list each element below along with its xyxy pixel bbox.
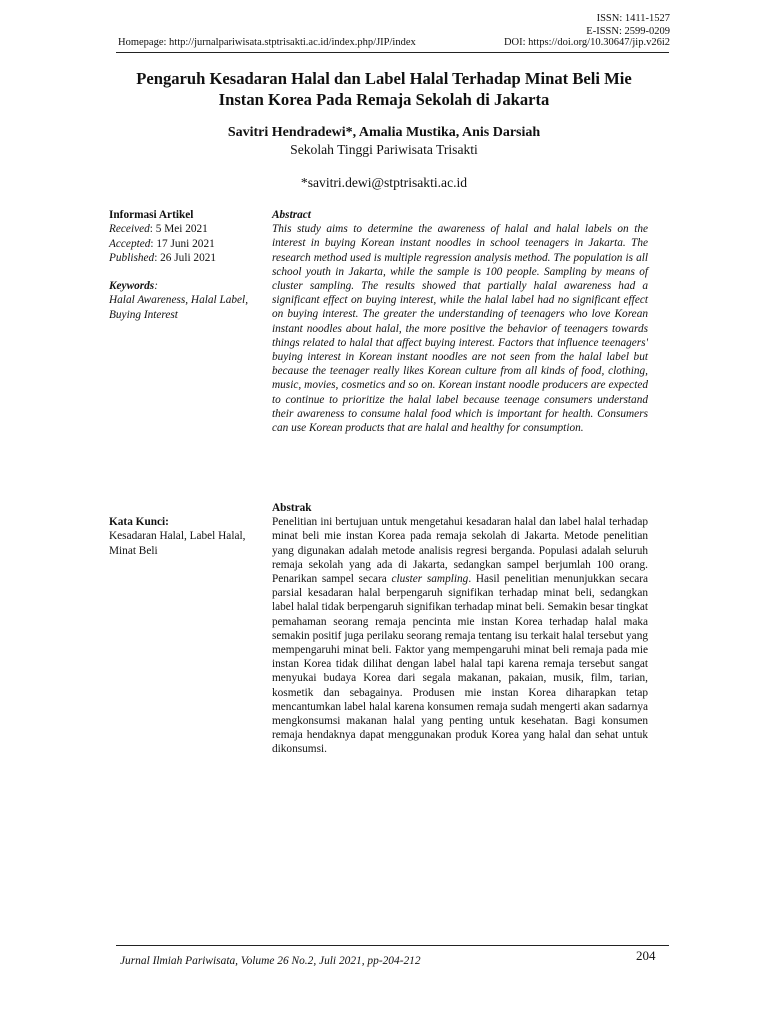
article-title [100, 68, 668, 110]
published-label: Published [109, 251, 155, 264]
keywords-block [109, 279, 259, 322]
affiliation: Sekolah Tinggi Pariwisata Trisakti [290, 142, 478, 157]
doi-link[interactable]: DOI: https://doi.org/10.30647/jip.v26i2 [503, 37, 670, 48]
accepted-value: : 17 Juni 2021 [150, 237, 215, 250]
abstrak-text-part-1: Penelitian ini bertujuan untuk mengetahui kesadaran halal dan label halal terhadap minat beli mie instan Korea pada remaja sekolah di Jakarta. Metode penelitian yang digunakan adalah metode analisis regresi berganda. Populasi adalah seluruh remaja sekolah yang ada di Jakarta, sedangkan sampel berjumlah 100 orang. Penarikan sampel secara [272, 516, 648, 586]
received-value: : 5 Mei 2021 [149, 223, 208, 236]
journal-citation: Jurnal Ilmiah Pariwisata, Volume 26 No.2, Juli 2021, pp-204-212 [120, 955, 421, 967]
kata-kunci-block [109, 515, 259, 558]
kata-kunci-value: Kesadaran Halal, Label Halal, Minat Beli [109, 530, 246, 557]
published-value: : 26 Juli 2021 [154, 251, 217, 264]
abstrak-text-italic: cluster sampling [391, 573, 469, 586]
eissn: E-ISSN: 2599-0209 [586, 26, 670, 37]
keywords-value: Halal Awareness, Halal Label, Buying Interest [109, 294, 249, 321]
authors: Savitri Hendradewi*, Amalia Mustika, Anis Darsiah [227, 125, 541, 140]
homepage-link[interactable]: Homepage: http://jurnalpariwisata.stptrisakti.ac.id/index.php/JIP/index [118, 37, 416, 48]
footer-rule [116, 945, 669, 946]
abstrak-text-part-2: . Hasil penelitian menunjukkan secara parsial kesadaran halal berpengaruh signifikan terhadap minat beli, sedangkan label halal tidak berpengaruh signifikan terhadap minat beli. Semakin besar tingkat pemahaman seorang remaja pencinta mie instan Korea terhadap halal maka semakin positif juga perilaku seorang remaja tentang isu terkait halal tersebut yang mempengaruhi minat beli. Faktor yang mempengaruhi minat beli remaja pada mie instan Korea tidak dilihat dengan label halal tapi karena remaja tersebut sangat menyukai budaya Korea dari segala makanan, pakaian, musik, film, tarian, kosmetik dan sebagainya. Produsen mie instan Korea diharapkan tetap mencantumkan label halal karena konsumen remaja sudah mengerti akan sadarnya mengkonsumsi makanan halal yang penting untuk kesehatan. Bagi konsumen remaja hendaknya dapat menggunakan produk Korea yang halal dan sehat untuk dikonsumsi. [272, 573, 649, 756]
header-rule [116, 52, 669, 53]
published-date [109, 251, 259, 265]
abstract-text: This study aims to determine the awareness of halal and halal labels on the interest in buying Korean instant noodles in school teenagers in Jakarta. The research method used is multiple regression analysis method. The population is all school youth in Jakarta, while the sample is 100 people. Sampling by means of cluster sampling. The results showed that partially halal awareness had a significant effect on buying interest, while the halal label had no significant effect on buying interest. The greater the understanding of teenagers who love Korean instant noodles about halal, the more positive the behavior of teenagers towards things related to halal that affect buying interest. Factors that influence teenagers' buying interest in Korean instant noodles are not seen from the halal label but because the teenager really likes Korean culture from all kinds of food, clothing, music, movies, cosmetics and so on. Korean instant noodle producers are expected to continue to prioritize the halal label because teenage consumers understand their awareness to consume halal food which is important for health. Consumers can use Korean products that are halal and healthy for consumption. [272, 223, 648, 435]
abstrak-heading: Abstrak [272, 502, 312, 514]
keywords-colon: : [154, 280, 158, 292]
received-label: Received [109, 223, 150, 236]
title-line-2: Instan Korea Pada Remaja Sekolah di Jakarta [218, 90, 550, 109]
abstrak-text [272, 515, 648, 756]
kata-kunci-label: Kata Kunci: [109, 516, 169, 528]
accepted-label: Accepted [109, 237, 151, 250]
abstract-heading: Abstract [272, 209, 311, 221]
keywords-heading [109, 279, 259, 293]
title-line-1: Pengaruh Kesadaran Halal dan Label Halal Terhadap Minat Beli Mie [136, 69, 632, 88]
article-info [109, 208, 259, 265]
info-heading: Informasi Artikel [109, 209, 194, 221]
issn: ISSN: 1411-1527 [596, 13, 670, 24]
abstrak-indonesian [272, 501, 648, 757]
accepted-date [109, 237, 259, 251]
page-number: 204 [636, 948, 656, 963]
keywords-label: Keywords [109, 280, 155, 292]
abstract-english [272, 208, 648, 435]
received-date [109, 222, 259, 236]
author-email[interactable]: *savitri.dewi@stptrisakti.ac.id [300, 175, 468, 190]
